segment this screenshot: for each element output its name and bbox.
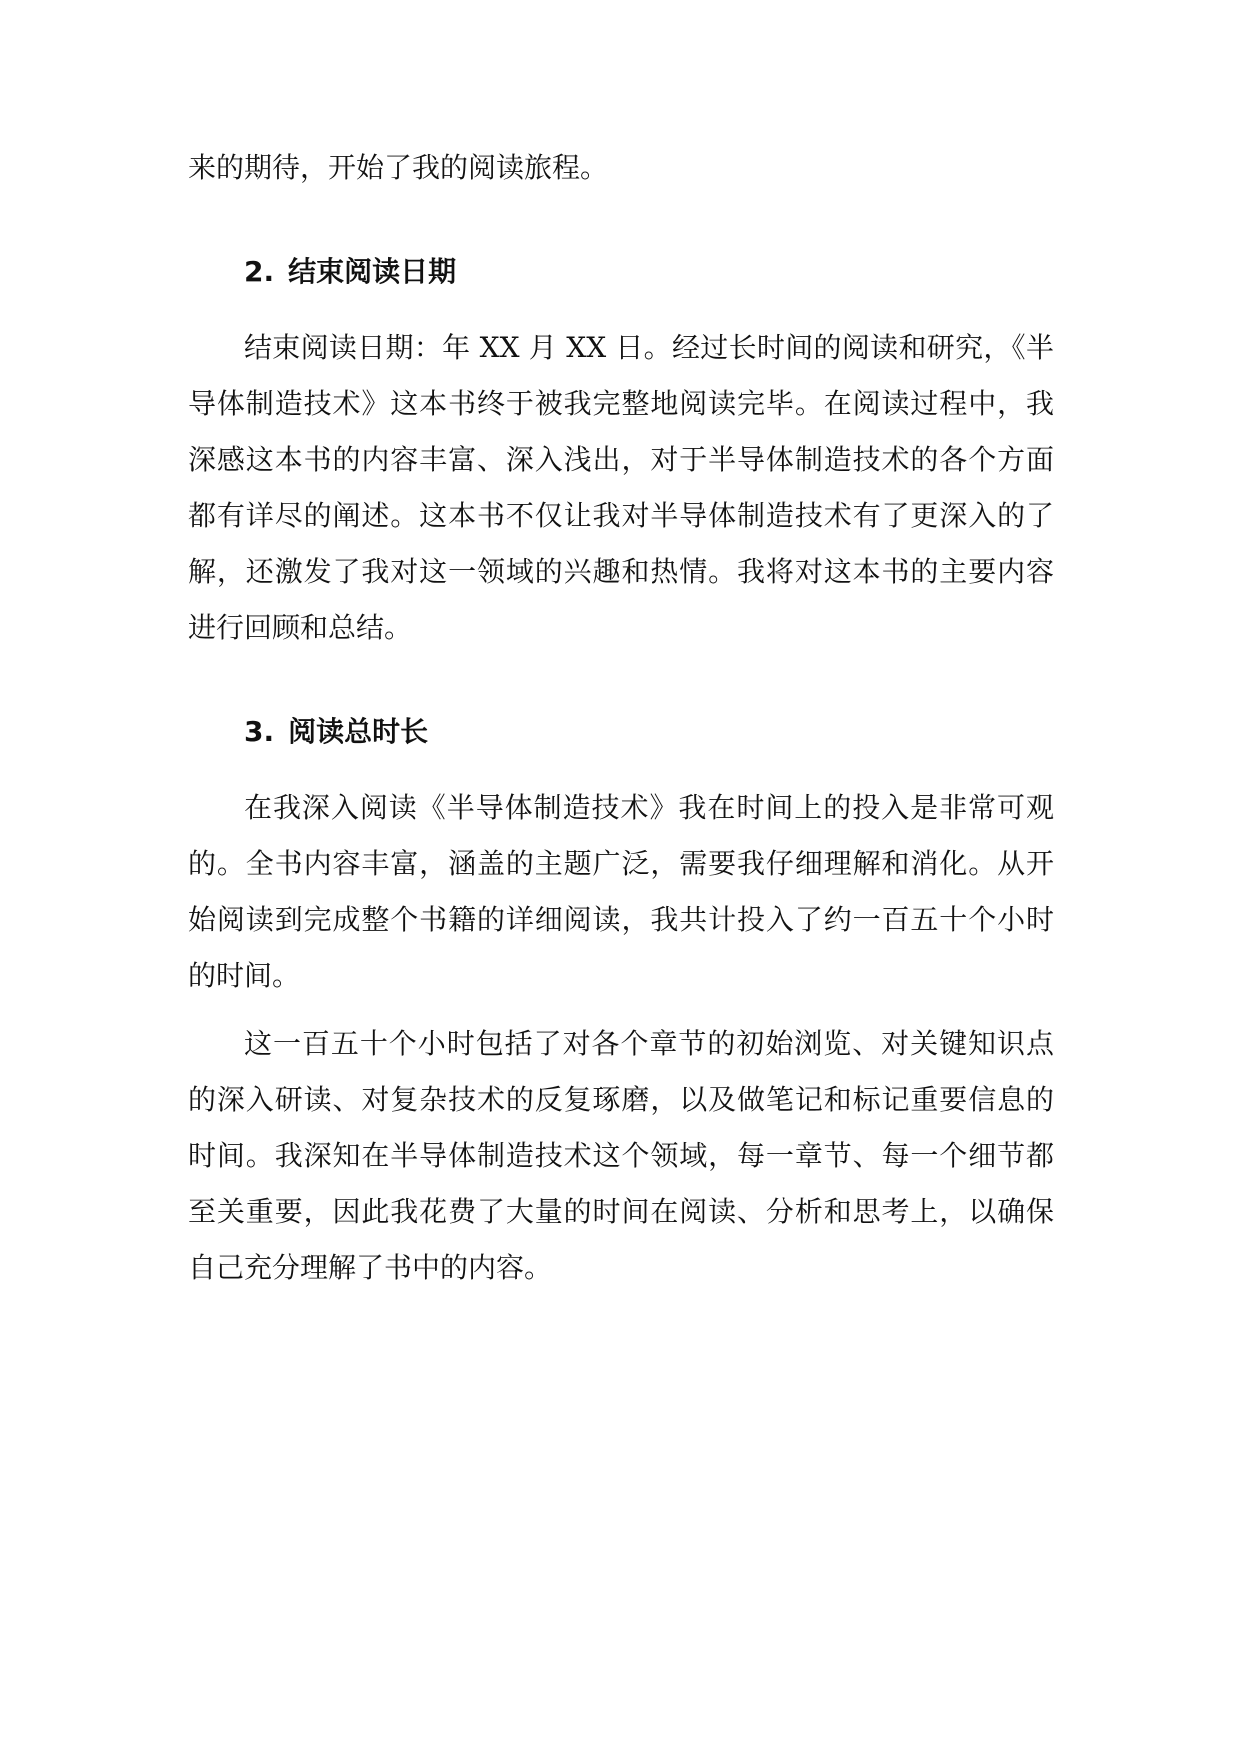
- section-2-paragraph: 结束阅读日期：年 XX 月 XX 日。经过长时间的阅读和研究，《半导体制造技术》这本书终于被我完整地阅读完毕。在阅读过程中，我深感这本书的内容丰富、深入浅出，对于半导体制造技术的各个方面都有详尽的阐述。这本书不仅让我对半导体制造技术有了更深入的了解，还激发了我对这一领域的兴趣和热情。我将对这本书的主要内容进行回顾和总结。: [188, 331, 1054, 644]
- document-body: [188, 140, 1054, 1296]
- section-3-number: 3.: [244, 715, 275, 748]
- intro-tail-paragraph: 来的期待，开始了我的阅读旅程。: [188, 151, 609, 184]
- section-3-paragraph-1: 在我深入阅读《半导体制造技术》我在时间上的投入是非常可观的。全书内容丰富，涵盖的主题广泛，需要我仔细理解和消化。从开始阅读到完成整个书籍的详细阅读，我共计投入了约一百五十个小时的时间。: [188, 791, 1054, 992]
- section-3-title: 阅读总时长: [288, 715, 429, 748]
- section-2-title: 结束阅读日期: [288, 255, 457, 288]
- section-3-heading: [188, 704, 1054, 760]
- section-3-paragraph-2: 这一百五十个小时包括了对各个章节的初始浏览、对关键知识点的深入研读、对复杂技术的反复琢磨，以及做笔记和标记重要信息的时间。我深知在半导体制造技术这个领域，每一章节、每一个细节都至关重要，因此我花费了大量的时间在阅读、分析和思考上，以确保自己充分理解了书中的内容。: [188, 1027, 1054, 1284]
- section-2-number: 2.: [244, 255, 275, 288]
- section-2-heading: [188, 244, 1054, 300]
